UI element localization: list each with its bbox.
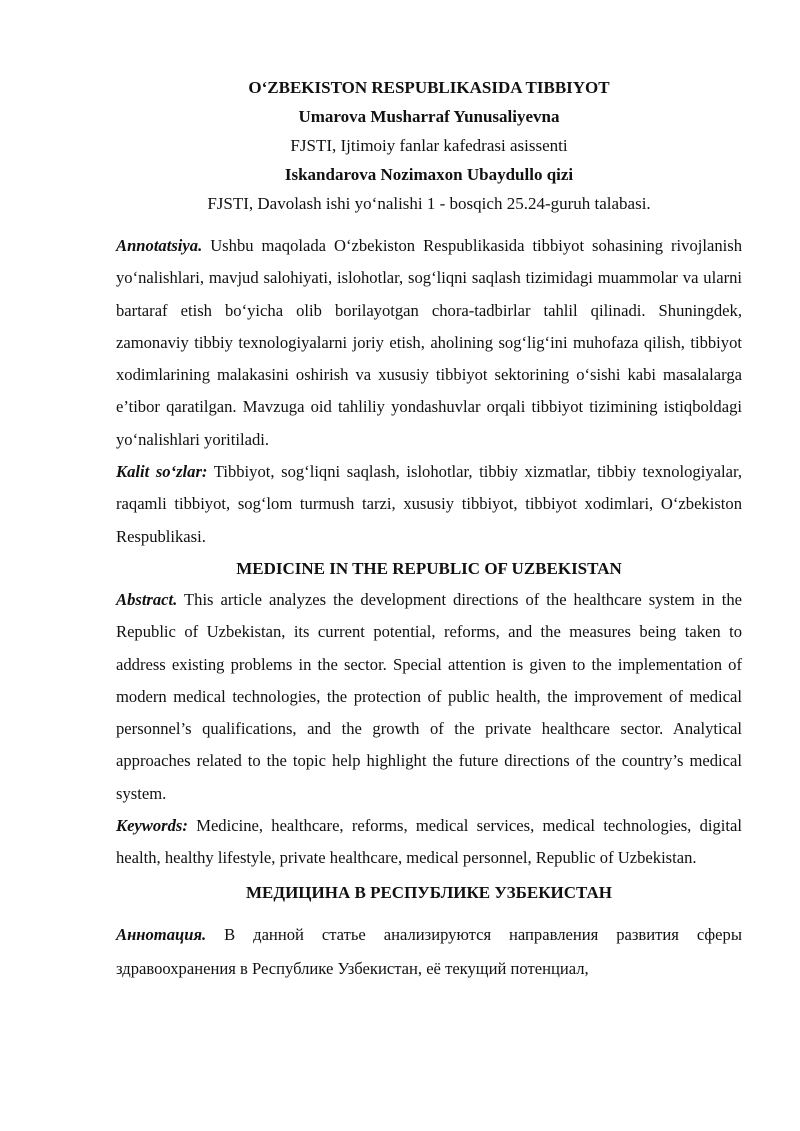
uz-keywords-text: Tibbiyot, sog‘liqni saqlash, islohotlar, tibbiy xizmatlar, tibbiy texnologiyalar, raqamli tibbiyot, sog‘lom turmush tarzi, xususiy tibbiyot, tibbiyot xodimlari, O‘zbekiston Respublikasi. bbox=[116, 462, 742, 546]
en-section-title: MEDICINE IN THE REPUBLIC OF UZBEKISTAN bbox=[236, 558, 622, 578]
author-affiliation-1: FJSTI, Ijtimoiy fanlar kafedrasi asissenti bbox=[290, 136, 568, 155]
paper-title: O‘ZBEKISTON RESPUBLIKASIDA TIBBIYOT bbox=[248, 78, 610, 97]
en-abstract-paragraph bbox=[116, 584, 742, 810]
author-name-1: Umarova Musharraf Yunusaliyevna bbox=[298, 107, 560, 126]
uz-keywords-paragraph bbox=[116, 456, 742, 553]
paper-content bbox=[116, 73, 742, 986]
uz-abstract-label: Annotatsiya. bbox=[116, 236, 203, 255]
en-keywords-paragraph bbox=[116, 810, 742, 875]
ru-section-title: МЕДИЦИНА В РЕСПУБЛИКЕ УЗБЕКИСТАН bbox=[245, 882, 613, 902]
ru-abstract-text: В данной статье анализируются направления развития сферы здравоохранения в Республике Узбекистан, её текущий потенциал, bbox=[116, 924, 742, 978]
ru-abstract-paragraph bbox=[116, 918, 742, 986]
uz-keywords-label: Kalit so‘zlar: bbox=[116, 462, 208, 482]
en-abstract-text: This article analyzes the development directions of the healthcare system in the Republic of Uzbekistan, its current potential, reforms, and the measures being taken to address existing problems in the sector. Special attention is given to the implementation of modern medical technologies, the protection of public health, the improvement of medical personnel’s qualifications, and the growth of the private healthcare sector. Analytical approaches related to the topic help highlight the future directions of the country’s medical system. bbox=[116, 589, 742, 803]
author-affiliation-2: FJSTI, Davolash ishi yo‘nalishi 1 - bosqich 25.24-guruh talabasi. bbox=[207, 194, 651, 213]
author-name-2: Iskandarova Nozimaxon Ubaydullo qizi bbox=[284, 165, 574, 184]
en-abstract-label: Abstract. bbox=[116, 589, 178, 609]
uz-abstract-text: Ushbu maqolada O‘zbekiston Respublikasida tibbiyot sohasining rivojlanish yo‘nalishlari, mavjud salohiyati, islohotlar, sog‘liqni saqlash tizimidagi muammolar va ularni bartaraf etish bo‘yicha olib borilayotgan chora-tadbirlar tahlil qilinadi. Shuningdek, zamonaviy tibbiy texnologiyalarni joriy etish, aholining sog‘lig‘ini muhofaza qilish, tibbiyot xodimlarining malakasini oshirish va xususiy tibbiyot sektorining o‘sishi kabi masalalarga e’tibor qaratilgan. Mavzuga oid tahliliy yondashuvlar orqali tibbiyot tizimining istiqboldagi yo‘nalishlari yoritiladi. bbox=[116, 236, 742, 449]
en-keywords-text: Medicine, healthcare, reforms, medical services, medical technologies, digital health, healthy lifestyle, private healthcare, medical personnel, Republic of Uzbekistan. bbox=[116, 816, 743, 868]
uz-abstract-paragraph bbox=[116, 230, 742, 456]
ru-abstract-label: Аннотация. bbox=[116, 924, 207, 944]
en-keywords-label: Keywords: bbox=[116, 816, 188, 836]
